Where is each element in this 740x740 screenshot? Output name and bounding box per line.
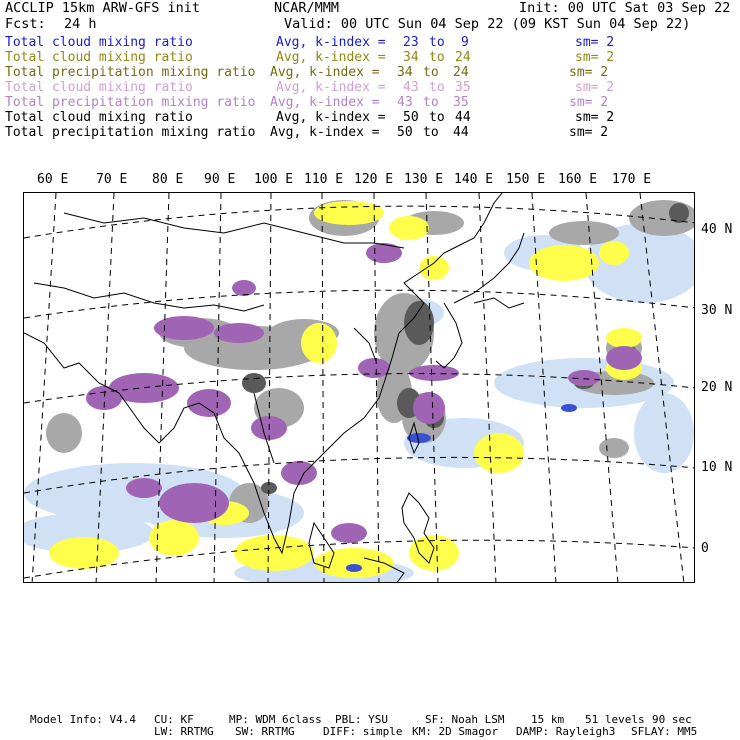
legend-to: to	[429, 35, 445, 50]
legend-sm: sm= 2	[569, 95, 609, 110]
footer-timestep: 90 sec	[652, 713, 692, 726]
footer-diff: DIFF: simple	[323, 725, 403, 738]
lon-label: 150 E	[506, 172, 546, 187]
legend-avg: Avg, k-index =	[276, 80, 386, 95]
legend-avg: Avg, k-index =	[270, 125, 380, 140]
fcst-label: Fcst:	[5, 16, 46, 32]
footer-pbl: PBL: YSU	[335, 713, 388, 726]
lon-label: 100 E	[254, 172, 294, 187]
lon-label: 80 E	[152, 172, 184, 187]
legend-k1: 34	[397, 65, 413, 80]
lat-label: 10 N	[701, 460, 733, 475]
init-time: Init: 00 UTC Sat 03 Sep 22	[519, 0, 731, 16]
center-label: NCAR/MMM	[274, 0, 340, 16]
lon-label: 170 E	[612, 172, 652, 187]
footer-sflay: SFLAY: MM5	[631, 725, 698, 738]
legend-avg: Avg, k-index =	[270, 95, 380, 110]
footer-sw: SW: RRTMG	[235, 725, 295, 738]
legend-k1: 50	[403, 110, 419, 125]
lat-label: 0	[701, 541, 709, 556]
footer-damp: DAMP: Rayleigh3	[516, 725, 616, 738]
footer-sf: SF: Noah LSM	[425, 713, 505, 726]
legend-to: to	[423, 65, 439, 80]
lat-label: 30 N	[701, 303, 733, 318]
legend-k2: 44	[453, 125, 469, 140]
legend-sm: sm= 2	[575, 80, 615, 95]
legend-k2: 44	[455, 110, 471, 125]
lon-label: 120 E	[354, 172, 394, 187]
lon-label: 90 E	[204, 172, 236, 187]
legend-field: Total cloud mixing ratio	[5, 110, 193, 125]
legend-sm: sm= 2	[569, 125, 609, 140]
valid-time: Valid: 00 UTC Sun 04 Sep 22 (09 KST Sun 04 Sep 22)	[284, 16, 691, 32]
footer-model-info: Model Info: V4.4	[30, 713, 136, 726]
footer-km: KM: 2D Smagor	[412, 725, 499, 738]
legend-sm: sm= 2	[575, 35, 615, 50]
legend-field: Total precipitation mixing ratio	[5, 95, 256, 110]
footer-mp: MP: WDM 6class	[229, 713, 322, 726]
legend-k2: 9	[461, 35, 469, 50]
legend-sm: sm= 2	[575, 110, 615, 125]
legend-avg: Avg, k-index =	[276, 50, 386, 65]
legend-avg: Avg, k-index =	[270, 65, 380, 80]
legend-to: to	[429, 110, 445, 125]
legend-k2: 24	[453, 65, 469, 80]
lon-label: 70 E	[96, 172, 128, 187]
lon-label: 140 E	[454, 172, 494, 187]
legend-field: Total cloud mixing ratio	[5, 50, 193, 65]
footer-cu: CU: KF	[154, 713, 194, 726]
legend-field: Total cloud mixing ratio	[5, 80, 193, 95]
legend-k1: 43	[403, 80, 419, 95]
footer-levels: 51 levels	[585, 713, 645, 726]
legend-k1: 34	[403, 50, 419, 65]
legend-to: to	[423, 95, 439, 110]
footer-resolution: 15 km	[531, 713, 565, 726]
legend-to: to	[429, 80, 445, 95]
model-title: ACCLIP 15km ARW-GFS init	[5, 0, 201, 16]
legend-avg: Avg, k-index =	[276, 35, 386, 50]
legend-k1: 43	[397, 95, 413, 110]
legend-to: to	[423, 125, 439, 140]
lon-label: 60 E	[37, 172, 69, 187]
legend-k2: 35	[455, 80, 471, 95]
forecast-map	[23, 192, 695, 583]
legend-field: Total cloud mixing ratio	[5, 35, 193, 50]
footer-lw: LW: RRTMG	[154, 725, 214, 738]
legend-avg: Avg, k-index =	[276, 110, 386, 125]
legend-field: Total precipitation mixing ratio	[5, 65, 256, 80]
legend-sm: sm= 2	[575, 50, 615, 65]
map-canvas	[24, 193, 695, 583]
lon-label: 160 E	[558, 172, 598, 187]
legend-k1: 23	[403, 35, 419, 50]
legend-to: to	[429, 50, 445, 65]
lat-label: 20 N	[701, 380, 733, 395]
lat-label: 40 N	[701, 222, 733, 237]
fcst-value: 24 h	[64, 16, 97, 32]
legend-k1: 50	[397, 125, 413, 140]
legend-k2: 24	[455, 50, 471, 65]
lon-label: 110 E	[304, 172, 344, 187]
legend-field: Total precipitation mixing ratio	[5, 125, 256, 140]
legend-sm: sm= 2	[569, 65, 609, 80]
legend-k2: 35	[453, 95, 469, 110]
lon-label: 130 E	[404, 172, 444, 187]
